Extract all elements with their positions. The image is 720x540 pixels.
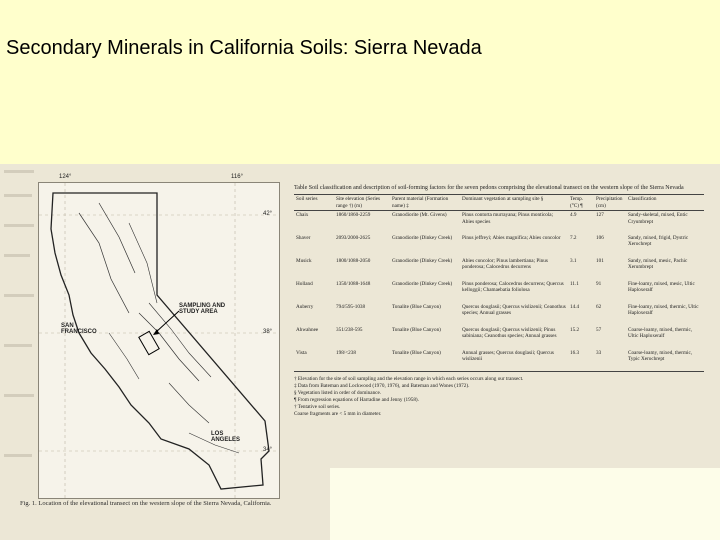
show-through-line: [4, 194, 32, 197]
table-cell: Pinus jeffreyi; Abies magnifica; Abies concolor: [462, 234, 561, 241]
table-cell: Coarse-loamy, mixed, thermic, Ultic Haploxeralf: [628, 326, 693, 340]
latitude-label-34: 34°: [263, 447, 273, 453]
table-cell: 198/<238: [336, 349, 356, 356]
table-cell: 57: [596, 326, 602, 333]
table-cell: Coarse-loamy, mixed, thermic, Typic Xerochrept: [628, 349, 693, 363]
table-cell: Pinus contorta murrayana; Pinus monticola; Abies species: [462, 212, 554, 225]
table-cell: Tonalite (Blue Canyon): [392, 303, 441, 310]
show-through-line: [4, 394, 34, 397]
california-map: [38, 174, 280, 499]
show-through-line: [4, 224, 34, 227]
blank-overlay: [330, 468, 720, 540]
table-cell: 33: [596, 349, 602, 356]
show-through-line: [4, 344, 32, 347]
slide-title: Secondary Minerals in California Soils: Sierra Nevada: [6, 37, 482, 59]
table-cell: 1860/1860-2259: [336, 212, 371, 219]
table-cell: Tonalite (Blue Canyon): [392, 326, 441, 333]
table-row: [294, 303, 704, 326]
latitude-label-42: 42°: [263, 211, 273, 217]
table-row: [294, 326, 704, 349]
table-cell: Granodiorite (Dinkey Creek): [392, 234, 453, 241]
column-header: Classification: [628, 196, 657, 202]
table-cell: Tonalite (Blue Canyon): [392, 349, 441, 356]
table-cell: 62: [596, 303, 602, 310]
table-cell: Sandy-skeletal, mixed, Entic Cryumbrept: [628, 212, 688, 225]
table-cell: 101: [596, 257, 604, 264]
latitude-label-38: 38°: [263, 329, 273, 335]
table-cell: 11.1: [570, 280, 579, 287]
table-cell: Abies concolor; Pinus lambertiana; Pinus ponderosa; Calocedrus decurrens: [462, 257, 548, 271]
san-francisco-label: SAN FRANCISCO: [61, 323, 97, 335]
column-header: Dominant vegetation at sampling site §: [462, 196, 544, 202]
table-cell: Fine-loamy, mixed, thermic, Ultic Haploxeralf: [628, 303, 699, 317]
table-cell: Shaver: [296, 234, 311, 241]
table-cell: Quercus douglasii; Quercus wislizenii; Ceanothus species; Annual grasses: [462, 303, 566, 317]
footnote: ¶ From regression equations of Harradine and Jenny (1958).: [294, 397, 419, 404]
california-outline: [39, 183, 279, 498]
table-row: [294, 257, 704, 280]
table-cell: 4.9: [570, 212, 577, 219]
table-cell: 351/238-595: [336, 326, 363, 333]
show-through-line: [4, 294, 34, 297]
table-cell: Ahwahnee: [296, 326, 319, 333]
column-header: Temp. (°C) ¶: [570, 196, 584, 209]
table-row: [294, 280, 704, 303]
table-header-row: [294, 195, 704, 211]
table-cell: Pinus ponderosa; Calocedrus decurrens; Quercus kelloggii; Chamaebatia foliolosa: [462, 280, 564, 294]
table-cell: 7.2: [570, 234, 577, 241]
table-cell: Holland: [296, 280, 313, 287]
table-cell: 1800/1088-2050: [336, 257, 371, 264]
footnote: ‡ Data from Bateman and Lockwood (1970, 1976), and Bateman and Wones (1972).: [294, 383, 470, 390]
table-row: [294, 349, 704, 372]
table-cell: Sandy, mixed, frigid, Dystric Xerochrept: [628, 234, 689, 248]
table-cell: 14.4: [570, 303, 580, 310]
table-cell: Quercus douglasii; Quercus wislizenii; Pinus sabiniana; Ceanothus species; Annual grasses: [462, 326, 557, 340]
footnote: † Elevation for the site of soil sampling and the elevation range in which each series occurs along our transect.: [294, 376, 524, 383]
los-angeles-label: LOS ANGELES: [211, 431, 241, 443]
table-cell: 127: [596, 212, 604, 219]
soil-table-section: [294, 184, 720, 484]
show-through-line: [4, 170, 34, 173]
table-cell: 3.1: [570, 257, 577, 264]
scanned-figure: [0, 164, 720, 540]
table-cell: 91: [596, 280, 602, 287]
table-cell: 794/595-1038: [336, 303, 366, 310]
longitude-label-116: 116°: [231, 174, 243, 180]
table-cell: Auberry: [296, 303, 314, 310]
show-through-line: [4, 454, 32, 457]
table-row: [294, 234, 704, 257]
table-cell: 1350/1088-1648: [336, 280, 371, 287]
table-cell: Granodiorite (Dinkey Creek): [392, 280, 453, 287]
footnote: † Tentative soil series.: [294, 404, 341, 411]
table-caption: Table Soil classification and description of soil-forming factors for the seven pedons comprising the elevational transect on the western slope of the Sierra Nevada: [294, 185, 684, 191]
column-header: Precipitation (cm): [596, 196, 623, 209]
footnote: § Vegetation listed in order of dominance.: [294, 390, 382, 397]
longitude-label-124: 124°: [59, 174, 72, 180]
table-cell: Sandy, mixed, mesic, Pachic Xerumbrept: [628, 257, 688, 271]
table-cell: Musick: [296, 257, 312, 264]
table-cell: Granodiorite (Dinkey Creek): [392, 257, 453, 264]
table-cell: Fine-loamy, mixed, mesic, Ultic Haploxeralf: [628, 280, 695, 294]
table-cell: Chaix: [296, 212, 309, 219]
table-row: [294, 211, 704, 234]
sampling-area-label: SAMPLING AND STUDY AREA: [179, 303, 226, 315]
table-cell: Annual grasses; Quercus douglasii; Quercus wislizenii: [462, 349, 554, 363]
table-cell: Vista: [296, 349, 307, 356]
column-header: Parent material (Formation name) ‡: [392, 196, 449, 209]
column-header: Site elevation (Series range †) (m): [336, 196, 381, 209]
table-cell: 2093/2000-2625: [336, 234, 371, 241]
footnote: Coarse fragments are < 5 mm in diameter.: [294, 411, 382, 418]
map-caption: Fig. 1. Location of the elevational transect on the western slope of the Sierra Nevada, California.: [20, 500, 272, 507]
table-cell: Granodiorite (Mt. Givens): [392, 212, 447, 219]
table-cell: 106: [596, 234, 604, 241]
table-cell: 16.3: [570, 349, 580, 356]
column-header: Soil series: [296, 196, 318, 202]
table-cell: 15.2: [570, 326, 580, 333]
table-footnotes: [294, 376, 720, 418]
soil-table: [294, 194, 704, 372]
show-through-line: [4, 254, 30, 257]
